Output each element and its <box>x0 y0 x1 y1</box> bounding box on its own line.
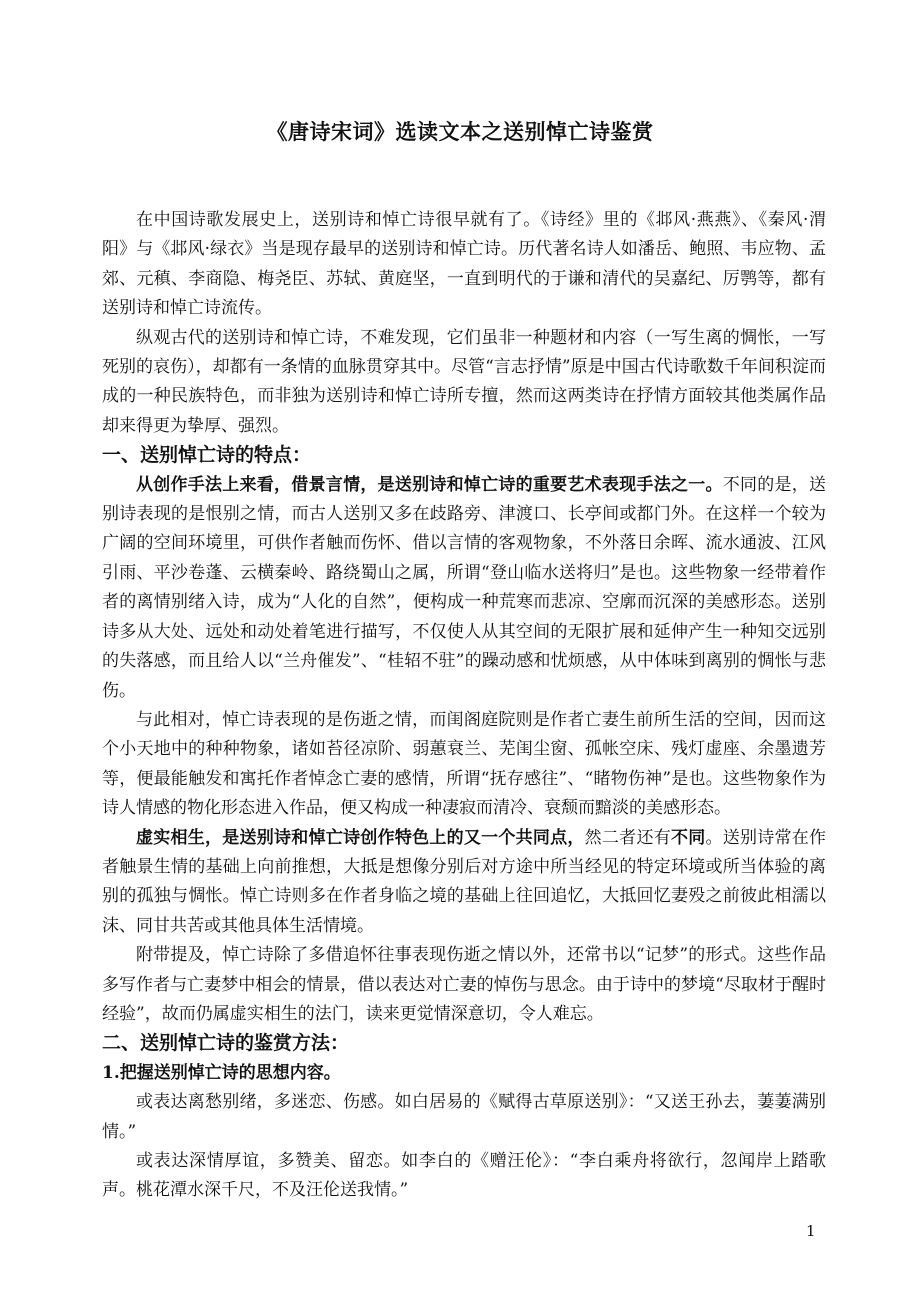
section-1-paragraph-2: 与此相对，悼亡诗表现的是伤逝之情，而闺阁庭院则是作者亡妻生前所生活的空间，因而这个小天地中的种种物象，诸如苔径凉阶、弱蕙衰兰、芜闺尘窗、孤帐空床、残灯虚座、余墨遗芳等，便最能触发和寓托作者悼念亡妻的感情，所谓“抚存感往”、“睹物伤神”是也。这些物象作为诗人情感的物化形态进入作品，便又构成一种凄寂而清冷、衰颓而黯淡的美感形态。 <box>102 709 826 819</box>
section-2-subheading-1: 1.把握送别悼亡诗的思想内容。 <box>102 1062 341 1083</box>
intro-paragraph-2: 纵观古代的送别诗和悼亡诗，不难发现，它们虽非一种题材和内容（一写生离的惆怅，一写死别的哀伤），却都有一条情的血脉贯穿其中。尽管“言志抒情”原是中国古代诗歌数千年间积淀而成的一种民族特色，而非独为送别诗和悼亡诗所专擅，然而这两类诗在抒情方面较其他类属作品却来得更为挚厚、强烈。 <box>102 327 826 436</box>
intro-paragraph-1: 在中国诗歌发展史上，送别诗和悼亡诗很早就有了。《诗经》里的《邶风·燕燕》、《秦风·渭阳》与《邶风·绿衣》当是现存最早的送别诗和悼亡诗。历代著名诗人如潘岳、鲍照、韦应物、孟郊、元稹、李商隐、梅尧臣、苏轼、黄庭坚，一直到明代的于谦和清代的吴嘉纪、厉鹗等，都有送别诗和悼亡诗流传。 <box>102 210 826 319</box>
document-body <box>102 206 826 1206</box>
section-1-heading: 一、送别悼亡诗的特点： <box>102 444 312 467</box>
page-number: 1 <box>806 1222 816 1240</box>
section-1-paragraph-4: 附带提及，悼亡诗除了多借追怀往事表现伤逝之情以外，还常书以“记梦”的形式。这些作品多写作者与亡妻梦中相会的情景，借以表达对亡妻的悼伤与思念。由于诗中的梦境“尽取材于醒时经验”，故而仍属虚实相生的法门，读来更觉情深意切，令人难忘。 <box>102 945 826 1024</box>
section-1-paragraph-1 <box>102 471 826 706</box>
section-1-paragraph-3-lead: 虚实相生，是送别诗和悼亡诗创作特色上的又一个共同点， <box>136 827 585 848</box>
document-title: 《唐诗宋词》选读文本之送别悼亡诗鉴赏 <box>266 119 654 144</box>
section-1-paragraph-3-text: 。送别诗常在作者触景生情的基础上向前推想，大抵是想像分别后对方途中所当经见的特定环境或所当体验的离别的孤独与惆怅。悼亡诗则多在作者身临之境的基础上往回追忆，大抵回忆妻殁之前彼此相濡以沫、同甘共苦或其他具体生活情境。 <box>102 827 827 936</box>
section-2-heading: 二、送别悼亡诗的鉴赏方法： <box>102 1032 350 1055</box>
section-1-paragraph-1-lead: 从创作手法上来看，借景言情，是送别诗和悼亡诗的重要艺术表现手法之一。 <box>136 474 723 495</box>
section-2-paragraph-2: 或表达深情厚谊，多赞美、留恋。如李白的《赠汪伦》：“李白乘舟将欲行，忽闻岸上踏歌声。桃花潭水深千尺，不及汪伦送我情。” <box>102 1151 826 1201</box>
section-1-paragraph-3-emphasis: 不同 <box>670 827 706 848</box>
section-1-paragraph-3 <box>102 824 826 942</box>
section-2-paragraph-1: 或表达离愁别绪，多迷恋、伤感。如白居易的《赋得古草原送别》：“又送王孙去，萋萋满别情。” <box>102 1092 826 1142</box>
section-1-paragraph-3-mid: 然二者还有 <box>584 827 671 848</box>
section-1-paragraph-1-text: 不同的是，送别诗表现的是恨别之情，而古人送别又多在歧路旁、津渡口、长亭间或都门外。在这样一个较为广阔的空间环境里，可供作者触而伤怀、借以言情的客观物象，不外落日余晖、流水通波、江风引雨、平沙卷蓬、云横秦岭、路绕蜀山之属，所谓“登山临水送将归”是也。这些物象一经带着作者的离情别绪入诗，成为“人化的自然”，便构成一种荒寒而悲凉、空廓而沉深的美感形态。送别诗多从大处、远处和动处着笔进行描写，不仅使人从其空间的无限扩展和延伸产生一种知交远别的失落感，而且给人以“兰舟催发”、“桂轺不驻”的躁动感和忧烦感，从中体味到离别的惆怅与悲伤。 <box>102 474 827 701</box>
